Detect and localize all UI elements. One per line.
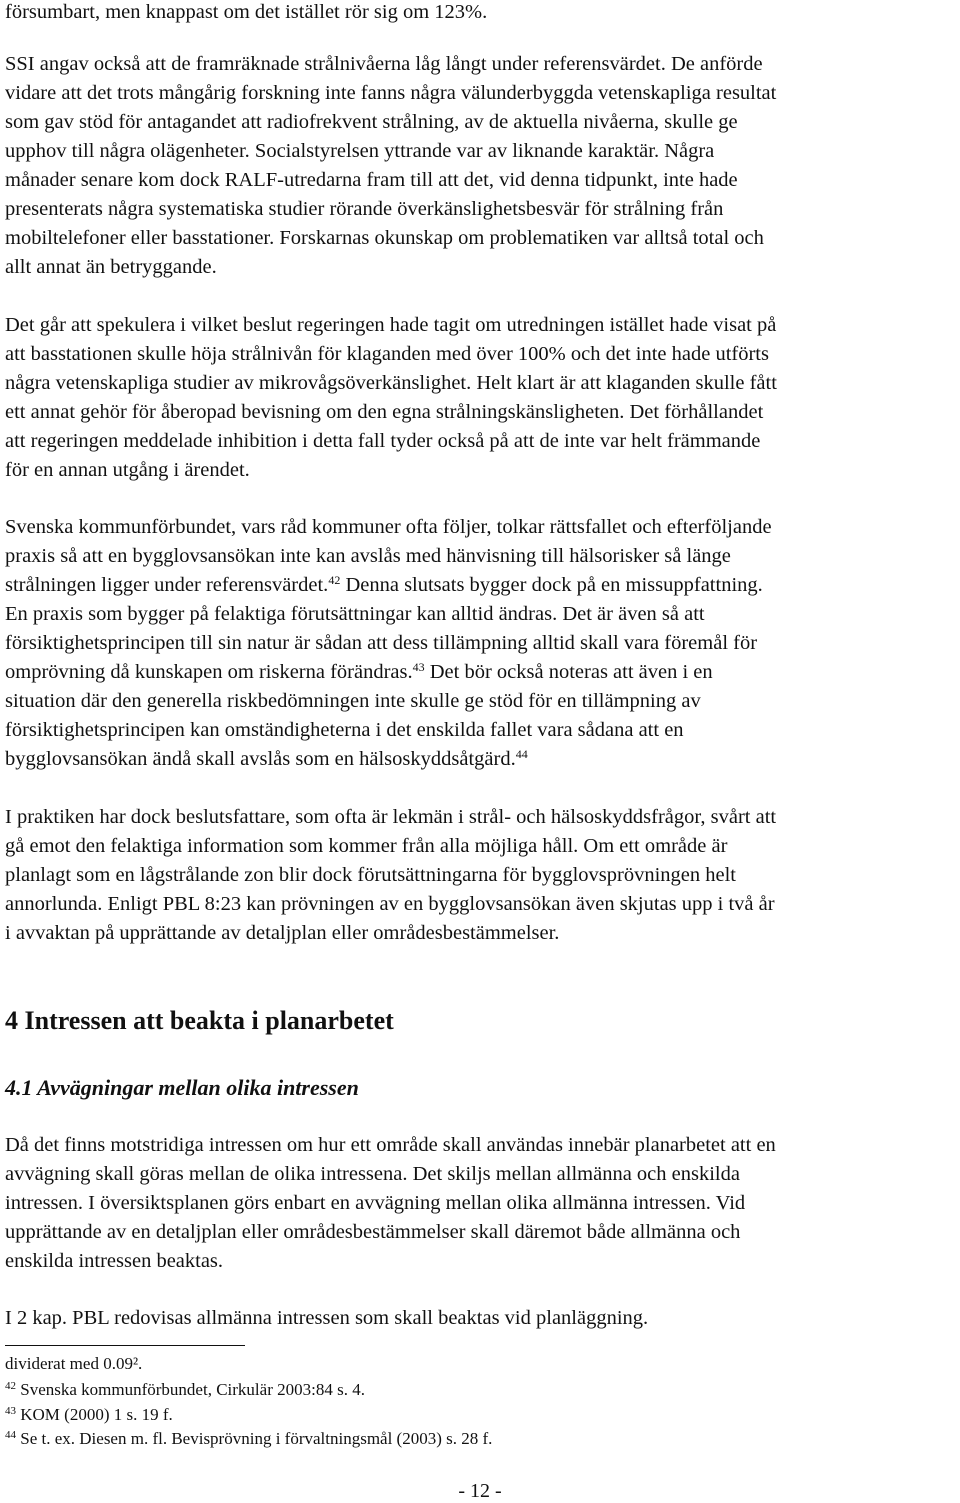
paragraph-praktiken: [5, 803, 957, 948]
text-line: som gav stöd för antagandet att radiofrekvent strålning, av de aktuella nivåerna, skulle ge: [5, 111, 738, 133]
text-line: ett annat gehör för åberopad bevisning om den egna strålningskänsligheten. Det förhållandet: [5, 401, 764, 423]
text-line: intressen. I översiktsplanen görs enbart en avvägning mellan olika allmänna intressen. Vid: [5, 1192, 746, 1214]
text-line: att basstationen skulle höja strålnivån för klaganden med över 100% och det inte hade utförts: [5, 343, 769, 365]
text-line: mobiltelefoner eller basstationer. Forskarnas okunskap om problematiken var alltså total och: [5, 227, 764, 249]
text-line: upphov till några olägenheter. Socialstyrelsen yttrande var av liknande karaktär. Några: [5, 140, 715, 162]
page-number: - 12 -: [458, 1480, 502, 1502]
footnote-text: KOM (2000) 1 s. 19 f.: [20, 1405, 173, 1424]
text-line: SSI angav också att de framräknade strålnivåerna låg långt under referensvärdet.: [5, 53, 666, 75]
text-line: Denna slutsats bygger dock på en missuppfattning.: [345, 574, 763, 596]
text-line: för en annan utgång i ärendet.: [5, 459, 250, 481]
text-line: praxis så att en bygglovsansökan inte kan avslås med hänvisning till hälsorisker så länge: [5, 545, 731, 567]
footnote-number: 42: [5, 1380, 16, 1392]
text-line: bygglovsansökan ändå skall avslås som en hälsoskyddsåtgärd.: [5, 748, 516, 770]
text-line: enskilda intressen beaktas.: [5, 1250, 224, 1272]
paragraph-regeringen: [5, 311, 957, 485]
paragraph-avvagning: [5, 1131, 957, 1276]
text-line: månader senare kom dock RALF-utredarna fram till att det, vid denna tidpunkt, inte hade: [5, 169, 738, 191]
paragraph-pbl: [5, 1304, 957, 1333]
text-line: försiktighetsprincipen till sin natur är sådan att dess tillämpning alltid skall vara föremål för: [5, 632, 758, 654]
text-line: strålningen ligger under referensvärdet.: [5, 574, 329, 596]
text-line: annorlunda. Enligt PBL 8:23 kan prövningen av en bygglovsansökan även skjutas upp i två år: [5, 893, 775, 915]
text-line: gå emot den felaktiga information som kommer från alla möjliga håll. Om ett område är: [5, 835, 728, 857]
text-line: Det går att spekulera i vilket beslut regeringen hade tagit om utredningen istället hade visat på: [5, 314, 777, 336]
text-line: vidare att det trots mångårig forskning inte fanns några välunderbyggda vetenskapliga resultat: [5, 82, 777, 104]
text-line: några vetenskapliga studier av mikrovågsöverkänslighet. Helt klart är att klaganden skulle fått: [5, 372, 777, 394]
subsection-heading: 4.1 Avvägningar mellan olika intressen: [5, 1075, 359, 1100]
text-line: allt annat än betryggande.: [5, 256, 217, 278]
paragraph-ssi: [5, 50, 957, 282]
section-heading: 4 Intressen att beakta i planarbetet: [5, 1006, 394, 1035]
footnote-text: Se t. ex. Diesen m. fl. Bevisprövning i förvaltningsmål (2003) s. 28 f.: [20, 1429, 493, 1448]
text-line: En praxis som bygger på felaktiga förutsättningar kan alltid ändras. Det är även så att: [5, 603, 705, 625]
text-line: i avvaktan på upprättande av detaljplan eller områdesbestämmelser.: [5, 922, 560, 944]
footnote-number: 43: [5, 1405, 16, 1417]
footnote-ref-42: 42: [328, 573, 341, 587]
text-line: försumbart, men knappast om det istället rör sig om 123%.: [5, 1, 488, 23]
text-line: I praktiken har dock beslutsfattare, som ofta är lekmän i strål- och hälsoskyddsfrågor, svårt att: [5, 806, 777, 828]
text-line: avvägning skall göras mellan de olika intressena. Det skiljs mellan allmänna och enskilda: [5, 1163, 740, 1185]
paragraph-kommunforbundet: [5, 513, 957, 774]
footnote-44: [5, 1428, 492, 1450]
text-line: situation där den generella riskbedömningen inte skulle ge stöd för en tillämpning av: [5, 690, 701, 712]
text-line: försiktighetsprincipen kan omständigheterna i det enskilda fallet vara sådana att en: [5, 719, 684, 741]
footnote-text: Svenska kommunförbundet, Cirkulär 2003:84 s. 4.: [20, 1380, 365, 1399]
text-line: omprövning då kunskapen om riskerna förändras.: [5, 661, 413, 683]
footnote-ref-44: 44: [515, 747, 528, 761]
text-line: Då det finns motstridiga intressen om hur ett område skall användas innebär planarbetet att en: [5, 1134, 776, 1156]
footnote-42: [5, 1379, 365, 1401]
text-line: planlagt som en lågstrålande zon blir dock förutsättningarna för bygglovsprövningen helt: [5, 864, 736, 886]
footnote-ref-43: 43: [412, 660, 425, 674]
footnote-43: [5, 1404, 173, 1426]
text-line: upprättande av en detaljplan eller områdesbestämmelser skall däremot både allmänna och: [5, 1221, 741, 1243]
text-line: I 2 kap. PBL redovisas allmänna intressen som skall beaktas vid planläggning.: [5, 1307, 649, 1329]
paragraph-intro: [5, 0, 957, 27]
text-line: Det bör också noteras att även i en: [429, 661, 713, 683]
text-line: De anförde: [670, 53, 763, 75]
footnote-number: 44: [5, 1429, 16, 1441]
footnote-continued: dividerat med 0.09².: [5, 1354, 143, 1373]
text-line: att regeringen meddelade inhibition i detta fall tyder också på att de inte var helt främmande: [5, 430, 761, 452]
text-line: presenterats några systematiska studier rörande överkänslighetsbesvär för strålning från: [5, 198, 724, 220]
footnote-divider: [5, 1345, 245, 1346]
text-line: Svenska kommunförbundet, vars råd kommuner ofta följer, tolkar rättsfallet och efterföljande: [5, 516, 772, 538]
